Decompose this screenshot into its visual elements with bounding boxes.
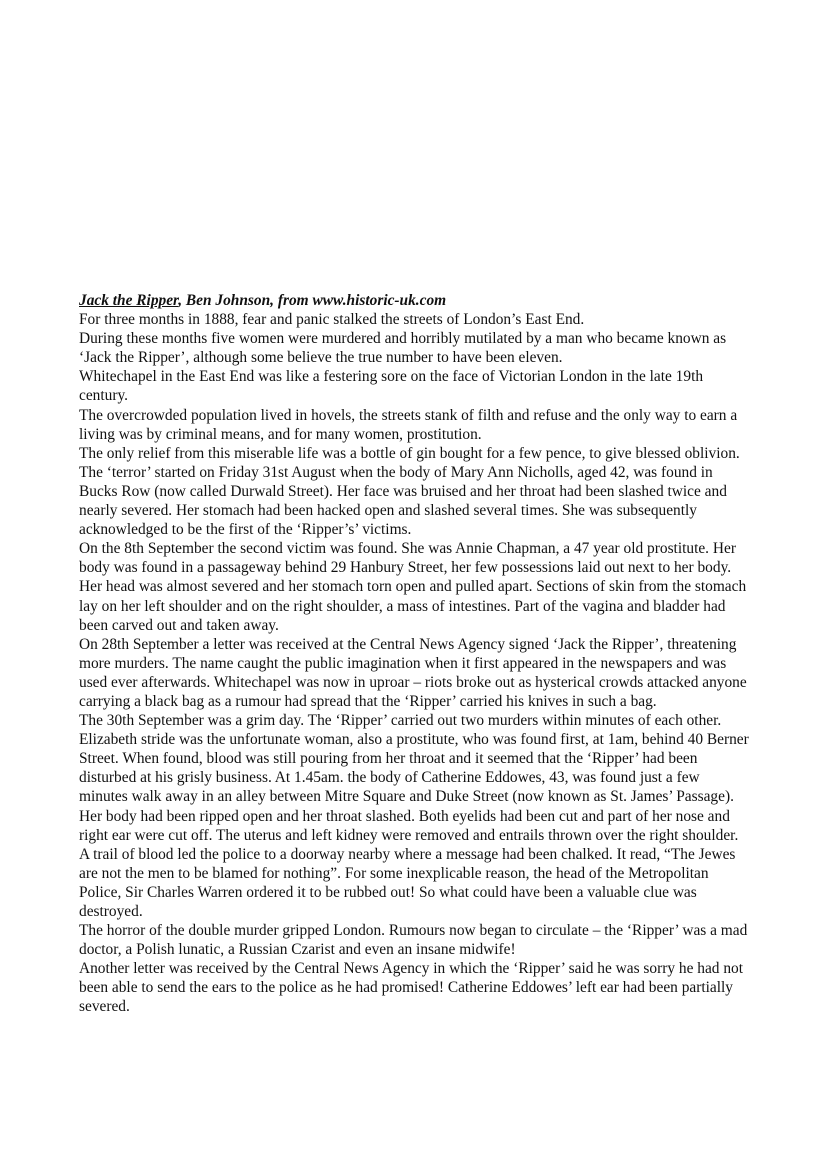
paragraph-first-letter: On 28th September a letter was received at the Central News Agency signed ‘Jack the Ripper’, threatening more murders. The name caught the public imagination when it first appeared in the newspapers and was used ever afterwards. Whitechapel was now in uproar – riots broke out as hysterical crowds attacked anyone carrying a black bag as a rumour had spread that the ‘Ripper’ carried his knives in such a bag. (79, 635, 747, 710)
paragraph-double-murder: The 30th September was a grim day. The ‘Ripper’ carried out two murders within minutes of each other. Elizabeth stride was the unfortunate woman, also a prostitute, who was found first, at 1am, behind 40 Berner Street. When found, blood was still pouring from her throat and it seemed that the ‘Ripper’ had been disturbed at his grisly business. At 1.45am. the body of Catherine Eddowes, 43, was found just a few minutes walk away in an alley between Mitre Square and Duke Street (now known as St. James’ Passage). Her body had been ripped open and her throat slashed. Both eyelids had been cut and part of her nose and right ear were cut off. The uterus and left kidney were removed and entrails thrown over the right shoulder. (79, 712, 749, 844)
paragraph-second-victim: On the 8th September the second victim was found. She was Annie Chapman, a 47 year old prostitute. Her body was found in a passageway behind 29 Hanbury Street, her few possessions laid out next to her body. Her head was almost severed and her stomach torn open and pulled apart. Sections of skin from the stomach lay on her left shoulder and on the right shoulder, a mass of intestines. Part of the vagina and bladder had been carved out and taken away. (79, 540, 747, 634)
paragraph-chalk-message: A trail of blood led the police to a doorway nearby where a message had been chalked. It read, “The Jewes are not the men to be blamed for nothing”. For some inexplicable reason, the head of the Metropolitan Police, Sir Charles Warren ordered it to be rubbed out! So what could have been a valuable clue was destroyed. (79, 845, 736, 920)
document-heading (79, 291, 751, 310)
paragraph-gin: The only relief from this miserable life was a bottle of gin bought for a few pence, to give blessed oblivion. (79, 444, 740, 462)
heading-source: , Ben Johnson, from www.historic-uk.com (178, 292, 447, 309)
document-body (79, 291, 751, 1017)
paragraph-overcrowding: The overcrowded population lived in hovels, the streets stank of filth and refuse and the only way to earn a living was by criminal means, and for many women, prostitution. (79, 406, 738, 443)
paragraph-first-victim: The ‘terror’ started on Friday 31st August when the body of Mary Ann Nicholls, aged 42, was found in Bucks Row (now called Durwald Street). Her face was bruised and her throat had been slashed twice and nearly severed. Her stomach had been hacked open and slashed several times. She was subsequently acknowledged to be the first of the ‘Ripper’s’ victims. (79, 463, 727, 539)
paragraph-second-letter: Another letter was received by the Central News Agency in which the ‘Ripper’ said he was sorry he had not been able to send the ears to the police as he had promised! Catherine Eddowes’ left ear had been partially severed. (79, 960, 744, 1016)
paragraph-intro: For three months in 1888, fear and panic stalked the streets of London’s East End. (79, 311, 585, 329)
paragraph-rumours: The horror of the double murder gripped London. Rumours now began to circulate – the ‘Ripper’ was a mad doctor, a Polish lunatic, a Russian Czarist and even an insane midwife! (79, 922, 748, 959)
paragraph-whitechapel: Whitechapel in the East End was like a festering sore on the face of Victorian London in the late 19th century. (79, 368, 704, 405)
heading-title: Jack the Ripper (79, 292, 179, 309)
paragraph-victims-count: During these months five women were murdered and horribly mutilated by a man who became known as ‘Jack the Ripper’, although some believe the true number to have been eleven. (79, 330, 727, 367)
